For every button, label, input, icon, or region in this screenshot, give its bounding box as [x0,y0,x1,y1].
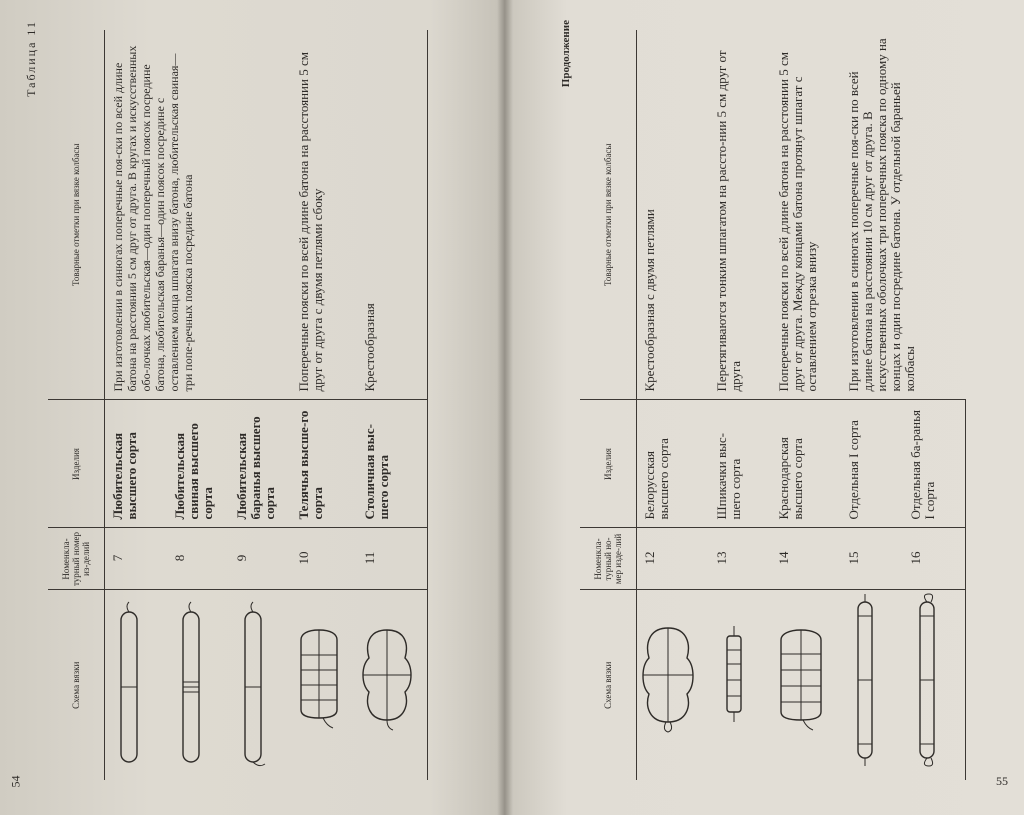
scheme-cell [291,590,357,780]
marks-text: При изготовлении в синюгах поперечные поя-ски по всей длине батона на расстоянии 10 см друг от друга. В искусственных оболочках три поперечных пояска по одному на концах и один посредине батона. У отдельной бараньей колбасы [841,30,966,400]
sausage-tying-table-right [580,30,966,780]
header-marks: Товарные отметки при вязке колбасы [580,30,637,400]
table-header-row [580,30,637,780]
table-row [291,30,357,780]
long-loaf-icon [843,590,887,770]
header-number: Номенкла-турный номер из-делий [48,528,105,590]
product-name: Столичная выс-шего сорта [357,400,428,528]
left-page-content [24,20,488,780]
scheme-cell [357,590,428,780]
row-number: 7 [105,528,168,590]
scheme-cell [229,590,291,780]
product-name: Любительская баранья высшего сорта [229,400,291,528]
product-name: Отдельная I сорта [841,400,903,528]
continuation-label: Продолжение [560,20,572,88]
row-number: 13 [709,528,771,590]
row-number: 14 [771,528,841,590]
long-loaf-tail-icon [905,590,949,770]
segmented-loaf-icon [293,600,345,770]
book-gutter [497,0,513,815]
marks-text: Перетягиваются тонким шпагатом на рассто-нии 5 см друг от друга [709,30,771,400]
product-name: Краснодарская высшего сорта [771,400,841,528]
short-links-icon [711,600,755,770]
long-loaf-tail-icon [231,600,275,770]
right-page-content [560,20,1020,780]
scheme-cell [167,590,229,780]
table-title: Таблица 11 [24,20,38,97]
right-page [505,0,1024,815]
row-number: 11 [357,528,428,590]
cross-tied-loaf-icon [639,600,697,770]
scheme-cell [903,590,966,780]
header-scheme: Схема вязки [580,590,637,780]
product-name: Любительская высшего сорта [105,400,168,528]
scheme-cell [105,590,168,780]
row-number: 10 [291,528,357,590]
marks-text: При изготовлении в синюгах поперечные поя-ски по всей длине батона на расстоянии 5 см друг от друга. В кругах и искусственных обо-лочках любительская—один поперечный поясок посредине батона, любительская баранья—один поясок посредине с оставлением конца шпагата внизу батона, любительская свиная—три попе-речных пояска посредине батона [105,30,292,400]
table-row [105,30,168,780]
table-row [771,30,841,780]
long-loaf-icon [107,600,151,770]
segmented-loaf-icon [773,600,829,770]
row-number: 16 [903,528,966,590]
product-name: Шпикачки выс-шего сорта [709,400,771,528]
row-number: 12 [637,528,710,590]
cross-tied-loaf-icon [359,600,415,770]
product-name: Любительская свиная высшего сорта [167,400,229,528]
row-number: 9 [229,528,291,590]
header-product: Изделия [580,400,637,528]
marks-text: Крестообразная с двумя петлями [637,30,710,400]
table-row [709,30,771,780]
product-name: Отдельная ба-ранья I сорта [903,400,966,528]
product-name: Телячья высше-го сорта [291,400,357,528]
scheme-cell [771,590,841,780]
header-scheme: Схема вязки [48,590,105,780]
table-row [637,30,710,780]
marks-text: Поперечные пояски по всей длине батона на расстоянии 5 см друг от друга. Между концами батона протянут шпагат с оставлением отрезка внизу [771,30,841,400]
sausage-tying-table-left [48,30,428,780]
row-number: 15 [841,528,903,590]
marks-text: Поперечные пояски по всей длине батона на расстоянии 5 см друг от друга с двумя петлями сбоку [291,30,357,400]
table-header-row [48,30,105,780]
scheme-cell [709,590,771,780]
row-number: 8 [167,528,229,590]
page-number: 54 [8,775,23,788]
header-product: Изделия [48,400,105,528]
left-page [0,0,505,815]
header-marks: Товарные отметки при вязке колбасы [48,30,105,400]
header-number: Номенкла-турный но-мер изде-лий [580,528,637,590]
page-number: 55 [996,774,1008,788]
long-loaf-three-bands-icon [169,600,213,770]
table-row [357,30,428,780]
marks-text: Крестообразная [357,30,428,400]
scheme-cell [841,590,903,780]
scheme-cell [637,590,710,780]
table-row [841,30,903,780]
product-name: Белорусская высшего сорта [637,400,710,528]
